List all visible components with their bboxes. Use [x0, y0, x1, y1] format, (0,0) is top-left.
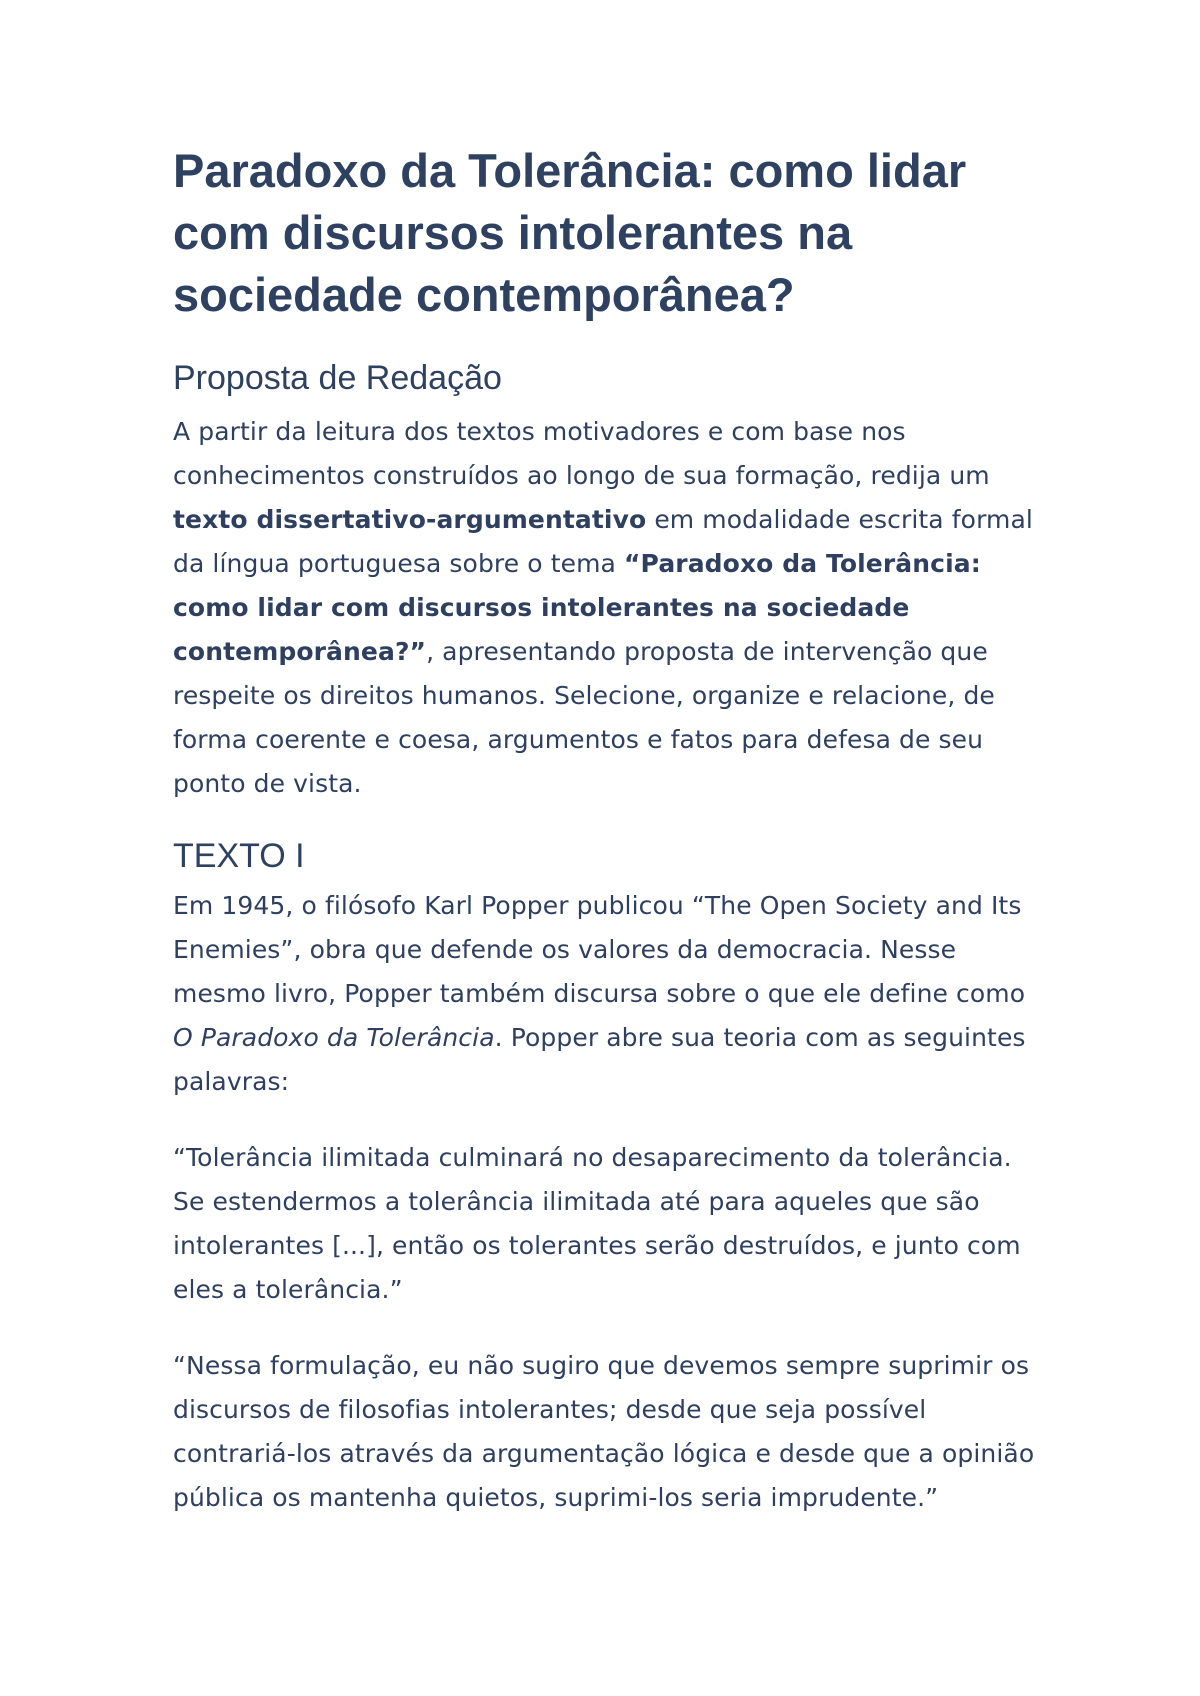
proposal-bold-genre: texto dissertativo-argumentativo — [173, 505, 647, 534]
proposal-text-1: A partir da leitura dos textos motivadores e com base nos conhecimentos construídos ao longo de sua formação, redija um — [173, 417, 990, 490]
texto-1-quote-2: “Nessa formulação, eu não sugiro que devemos sempre suprimir os discursos de filosofias intolerantes; desde que seja possível contrariá-los através da argumentação lógica e desde que a opinião pública os mantenha quietos, suprimi-los seria imprudente.” — [173, 1351, 1035, 1512]
document-page — [173, 140, 1043, 1520]
document-title: Paradoxo da Tolerância: como lidar com discursos intolerantes na sociedade contemporânea? — [173, 144, 967, 321]
texto-1-quote-1: “Tolerância ilimitada culminará no desaparecimento da tolerância. Se estendermos a tolerância ilimitada até para aqueles que são intolerantes [...], então os tolerantes serão destruídos, e junto com eles a tolerância.” — [173, 1143, 1021, 1304]
proposal-paragraph — [173, 410, 1043, 806]
texto-1-heading: TEXTO I — [173, 837, 305, 875]
texto-1-intro-text-2: . Popper abre sua teoria com as seguintes palavras: — [173, 1023, 1026, 1096]
texto-1-intro — [173, 884, 1043, 1104]
proposal-heading: Proposta de Redação — [173, 359, 502, 397]
texto-1-intro-text-1: Em 1945, o filósofo Karl Popper publicou “The Open Society and Its Enemies”, obra que defende os valores da democracia. Nesse mesmo livro, Popper também discursa sobre o que ele define como — [173, 891, 1026, 1008]
proposal-text-2: em modalidade escrita formal da língua portuguesa sobre o tema — [173, 505, 1033, 578]
proposal-text-3: , apresentando proposta de intervenção que respeite os direitos humanos. Selecione, organize e relacione, de forma coerente e coesa, argumentos e fatos para defesa de seu ponto de vista. — [173, 637, 995, 798]
texto-1-intro-italic: O Paradoxo da Tolerância — [173, 1023, 495, 1052]
proposal-bold-theme: “Paradoxo da Tolerância: como lidar com discursos intolerantes na sociedade contemporânea?” — [173, 549, 981, 666]
